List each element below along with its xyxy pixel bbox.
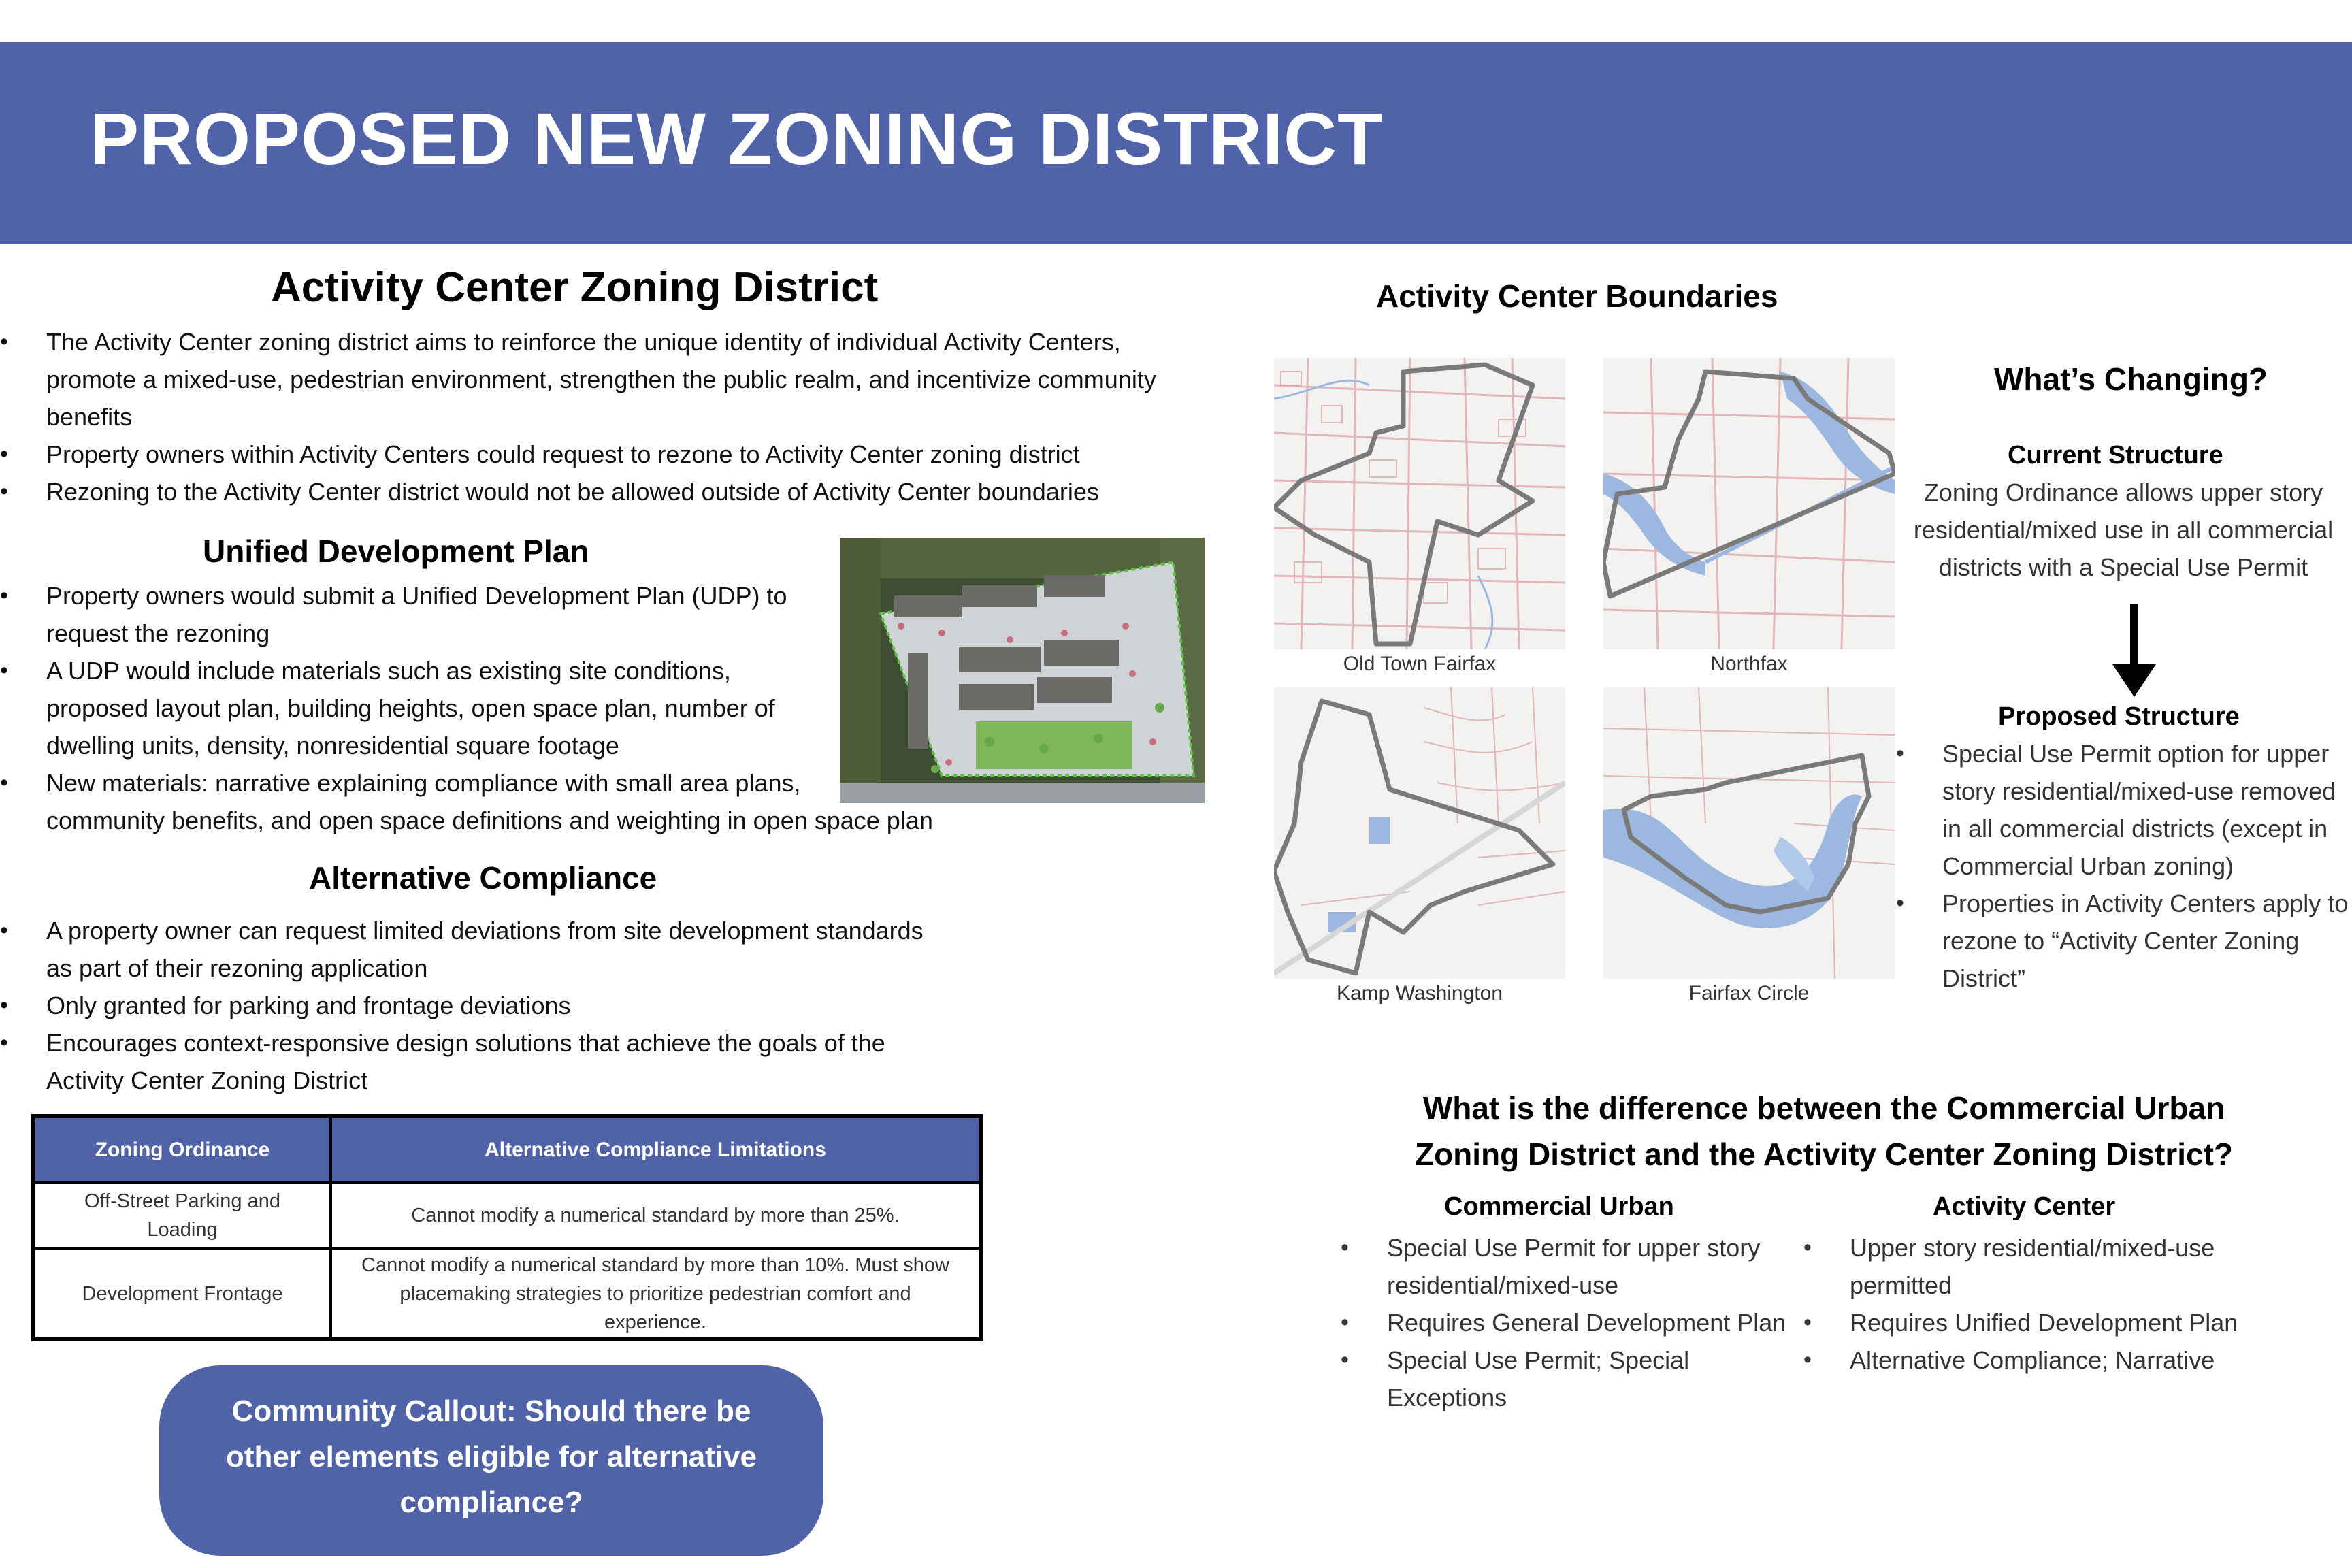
list-item: • New materials: narrative explaining compliance with small area plans, community benefits, and open space definitions and weighting in open space plan <box>30 764 983 839</box>
table-cell: Off-Street Parking and Loading <box>33 1183 331 1248</box>
activity-center-col-heading: Activity Center <box>1933 1192 2116 1221</box>
alternative-compliance-table <box>31 1114 983 1341</box>
current-structure-text: Zoning Ordinance allows upper story residential/mixed use in all commercial districts with a Special Use Permit <box>1913 478 2334 581</box>
list-item: • Property owners within Activity Centers could request to rezone to Activity Center zoning district <box>30 436 1214 473</box>
alt-compliance-heading: Alternative Compliance <box>309 860 657 896</box>
table-row <box>33 1183 981 1248</box>
map-fairfax-circle-graphic <box>1603 687 1895 979</box>
table-header-zoning-ordinance: Zoning Ordinance <box>33 1116 331 1183</box>
alt-compliance-bullets <box>30 912 983 1099</box>
list-item: • Encourages context-responsive design solutions that achieve the goals of the Activity Center Zoning District <box>30 1024 983 1099</box>
list-item: • Special Use Permit; Special Exceptions <box>1371 1341 1806 1416</box>
map-kamp-washington-graphic <box>1274 687 1565 979</box>
list-item: • Property owners would submit a Unified Development Plan (UDP) to request the rezoning <box>30 577 983 652</box>
current-structure-heading: Current Structure <box>2008 441 2223 470</box>
list-item: • Alternative Compliance; Narrative <box>1833 1341 2310 1379</box>
list-item: • Rezoning to the Activity Center district would not be allowed outside of Activity Center boundaries <box>30 473 1214 510</box>
map-old-town-fairfax <box>1274 358 1565 649</box>
list-item: • Properties in Activity Centers apply to rezone to “Activity Center Zoning District” <box>1926 885 2352 997</box>
proposed-structure-bullets <box>1926 735 2352 997</box>
table-cell: Cannot modify a numerical standard by more than 25%. <box>331 1183 981 1248</box>
table-cell: Cannot modify a numerical standard by more than 10%. Must show placemaking strategies to prioritize pedestrian comfort and experience. <box>331 1248 981 1339</box>
community-callout: Community Callout: Should there be other elements eligible for alternative compliance? <box>159 1365 823 1556</box>
down-arrow-icon <box>2112 604 2156 697</box>
table-header-row <box>33 1116 981 1183</box>
map-fairfax-circle <box>1603 687 1895 979</box>
activity-center-heading: Activity Center Zoning District <box>271 264 879 311</box>
activity-center-col-bullets <box>1833 1229 2310 1379</box>
page-title: PROPOSED NEW ZONING DISTRICT <box>90 97 1384 180</box>
commercial-urban-bullets <box>1371 1229 1806 1416</box>
list-item: • Only granted for parking and frontage deviations <box>30 987 983 1024</box>
site-plan-image <box>840 538 1205 803</box>
difference-heading: What is the difference between the Commercial Urban Zoning District and the Activity Center Zoning District? <box>1414 1090 2234 1172</box>
table-header-limitations: Alternative Compliance Limitations <box>331 1116 981 1183</box>
boundaries-heading: Activity Center Boundaries <box>1376 278 1778 314</box>
list-item: • A property owner can request limited deviations from site development standards as part of their rezoning application <box>30 912 983 987</box>
title-banner <box>0 42 2352 244</box>
map-northfax-graphic <box>1603 358 1895 649</box>
proposed-structure-heading: Proposed Structure <box>1998 702 2240 731</box>
map-label-kamp-washington: Kamp Washington <box>1336 982 1503 1004</box>
list-item: • Requires General Development Plan <box>1371 1304 1806 1341</box>
list-item: • Special Use Permit for upper story residential/mixed-use <box>1371 1229 1806 1304</box>
list-item: • The Activity Center zoning district aims to reinforce the unique identity of individual Activity Centers, promote a mixed-use, pedestrian environment, strengthen the public realm, and incentivize community benefits <box>30 323 1214 436</box>
commercial-urban-heading: Commercial Urban <box>1444 1192 1674 1221</box>
list-item: • Requires Unified Development Plan <box>1833 1304 2310 1341</box>
map-label-fairfax-circle: Fairfax Circle <box>1688 982 1810 1004</box>
table-row <box>33 1248 981 1339</box>
udp-heading: Unified Development Plan <box>203 534 589 569</box>
list-item: • A UDP would include materials such as existing site conditions, proposed layout plan, building heights, open space plan, number of dwelling units, density, nonresidential square footage <box>30 652 983 764</box>
map-kamp-washington <box>1274 687 1565 979</box>
site-plan-illustration <box>840 538 1205 803</box>
map-label-northfax: Northfax <box>1710 653 1788 675</box>
activity-center-bullets <box>30 323 1214 510</box>
map-northfax <box>1603 358 1895 649</box>
table-cell: Development Frontage <box>33 1248 331 1339</box>
map-label-old-town-fairfax: Old Town Fairfax <box>1343 653 1497 675</box>
list-item: • Special Use Permit option for upper story residential/mixed-use removed in all commercial districts (except in Commercial Urban zoning) <box>1926 735 2352 885</box>
map-old-town-fairfax-graphic <box>1274 358 1565 649</box>
whats-changing-heading: What’s Changing? <box>1994 361 2268 397</box>
list-item: • Upper story residential/mixed-use permitted <box>1833 1229 2310 1304</box>
